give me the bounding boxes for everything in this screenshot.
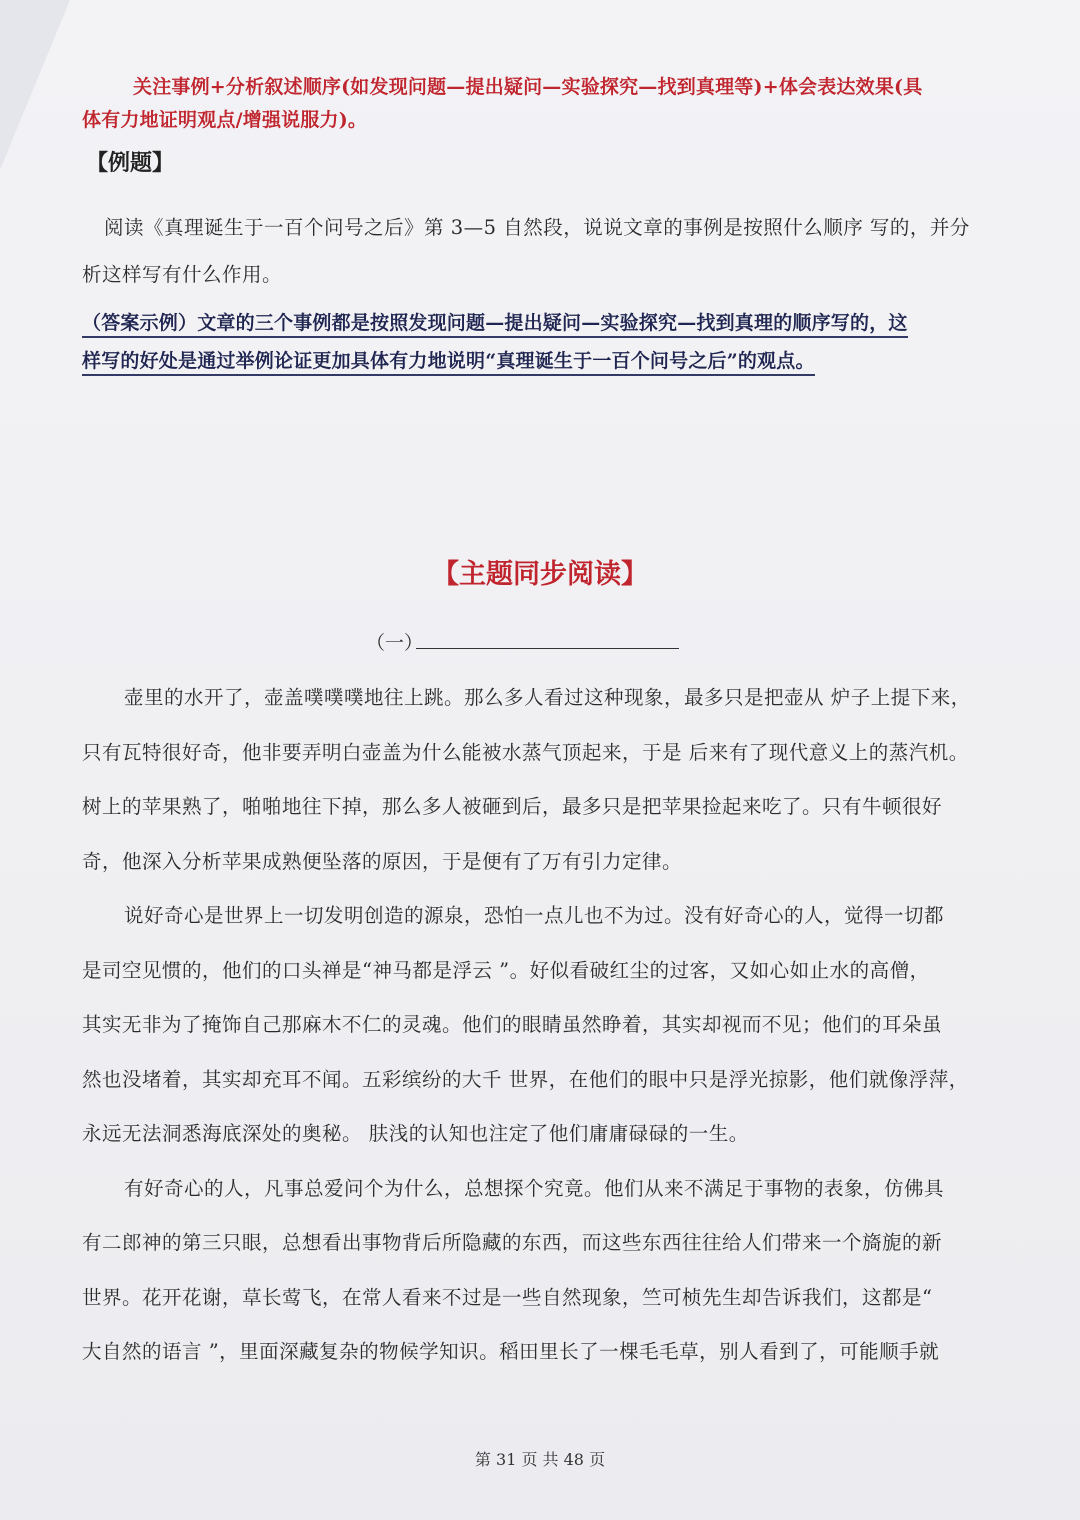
passage-line: 有二郎神的第三只眼，总想看出事物背后所隐藏的东西，而这些东西往往给人们带来一个旖旎的新 — [82, 1231, 943, 1254]
passage-line: 世界。花开花谢，草长莺飞，在常人看来不过是一些自然现象，竺可桢先生却告诉我们，这都是“ — [82, 1286, 933, 1309]
intro-line-2: 体有力地证明观点/增强说服力)。 — [82, 109, 368, 131]
passage-line: 其实无非为了掩饰自己那麻木不仁的灵魂。他们的眼睛虽然睁着，其实却视而不见；他们的耳朵虽 — [82, 1013, 943, 1036]
passage-line: 然也没堵着，其实却充耳不闻。五彩缤纷的大千 世界，在他们的眼中只是浮光掠影，他们就像浮萍， — [82, 1068, 969, 1091]
section-title: 【主题同步阅读】 — [432, 559, 648, 590]
passage-line: 树上的苹果熟了，啪啪地往下掉，那么多人被砸到后，最多只是把苹果捡起来吃了。只有牛顿很好 — [82, 795, 943, 818]
passage-line: 壶里的水开了，壶盖噗噗噗地往上跳。那么多人看过这种现象，最多只是把壶从 炉子上提下来， — [124, 686, 971, 709]
passage-line: 奇，他深入分析苹果成熟便坠落的原因，于是便有了万有引力定律。 — [82, 850, 683, 873]
answer-line-1: （答案示例）文章的三个事例都是按照发现问题—提出疑问—实验探究—找到真理的顺序写的，这 — [82, 308, 908, 338]
question-line-2: 析这样写有什么作用。 — [82, 263, 283, 286]
example-heading: 【例题】 — [86, 150, 175, 176]
intro-line-1: 关注事例+分析叙述顺序(如发现问题—提出疑问—实验探究—找到真理等)+体会表达效果(具 — [133, 76, 923, 98]
passage-line: 说好奇心是世界上一切发明创造的源泉，恐怕一点儿也不为过。没有好奇心的人，觉得一切都 — [124, 904, 945, 927]
page-number: 第 31 页 共 48 页 — [474, 1450, 606, 1469]
passage-line: 永远无法洞悉海底深处的奥秘。 肤浅的认知也注定了他们庸庸碌碌的一生。 — [82, 1122, 749, 1145]
section-subtitle: （一） — [366, 632, 424, 654]
question-line-1: 阅读《真理诞生于一百个问号之后》第 3—5 自然段，说说文章的事例是按照什么顺序 写的，并分 — [104, 216, 970, 239]
passage-line: 是司空见惯的，他们的口头禅是“神马都是浮云 ”。好似看破红尘的过客，又如心如止水的高僧， — [82, 959, 930, 982]
page-fold-shadow — [0, 0, 70, 170]
answer-line-2: 样写的好处是通过举例论证更加具体有力地说明“真理诞生于一百个问号之后”的观点。 — [82, 346, 815, 376]
passage-line: 只有瓦特很好奇，他非要弄明白壶盖为什么能被水蒸气顶起来，于是 后来有了现代意义上的蒸汽机。 — [82, 741, 969, 764]
passage-line: 有好奇心的人，凡事总爱问个为什么，总想探个究竟。他们从来不满足于事物的表象，仿佛具 — [124, 1177, 945, 1200]
passage-line: 大自然的语言 ”，里面深藏复杂的物候学知识。稻田里长了一棵毛毛草，别人看到了，可能顺手就 — [82, 1340, 940, 1363]
title-blank-line — [416, 648, 679, 649]
